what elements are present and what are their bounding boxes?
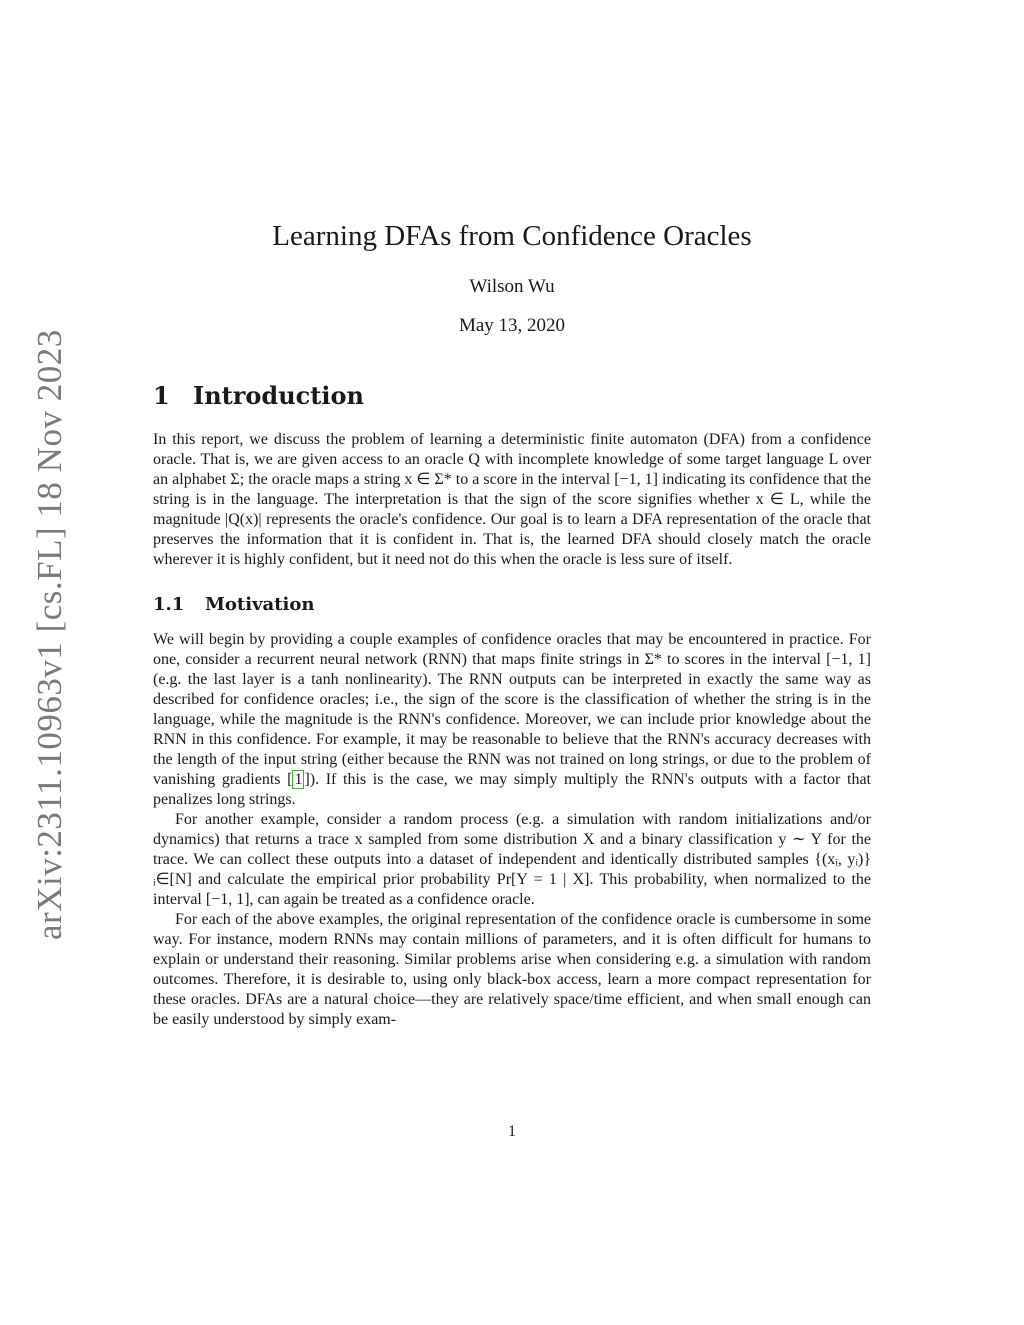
motivation-text-before-cite: We will begin by providing a couple examples of confidence oracles that may be encountered in practice. For one, consider a recurrent neural network (RNN) that maps finite strings in Σ* to scores in the interval [−1, 1] (e.g. the last layer is a tanh nonlinearity). The RNN outputs can be interpreted in exactly the same way as described for confidence oracles; i.e., the sign of the score is the classification of whether the string is in the language, while the magnitude is the RNN's confidence. Moreover, we can include prior knowledge about the RNN in this confidence. For example, it may be reasonable to believe that the RNN's accuracy decreases with the length of the input string (either because the RNN was not trained on long strings, or due to the problem of vanishing gradients [ <box>153 631 871 788</box>
section-number: 1 <box>153 381 170 410</box>
page-number: 1 <box>508 1123 516 1140</box>
subsection-heading <box>153 592 871 618</box>
intro-paragraph: In this report, we discuss the problem of learning a deterministic finite automaton (DFA) from a confidence oracle. That is, we are given access to an oracle Q with incomplete knowledge of some target language L over an alphabet Σ; the oracle maps a string x ∈ Σ* to a score in the interval [−1, 1] indicating its confidence that the string is in the language. The interpretation is that the sign of the score signifies whether x ∈ L, while the magnitude |Q(x)| represents the oracle's confidence. Our goal is to learn a DFA representation of the oracle that preserves the information that it is confident in. That is, the learned DFA should closely match the oracle wherever it is highly confident, but it need not do this when the oracle is less sure of itself. <box>153 431 871 568</box>
section-title: Introduction <box>193 381 364 410</box>
motivation-paragraph-3: For each of the above examples, the original representation of the confidence oracle is cumbersome in some way. For instance, modern RNNs may contain millions of parameters, and it is often difficult for humans to explain or understand their reasoning. Similar problems arise when considering e.g. a simulation with random outcomes. Therefore, it is desirable to, using only black-box access, learn a more compact representation for these oracles. DFAs are a natural choice—they are relatively space/time efficient, and when small enough can be easily understood by simply exam- <box>153 911 871 1028</box>
paper-title: Learning DFAs from Confidence Oracles <box>272 220 752 252</box>
motivation-paragraph-2: For another example, consider a random process (e.g. a simulation with random initializations and/or dynamics) that returns a trace x sampled from some distribution X and a binary classification y ∼ Y for the trace. We can collect these outputs into a dataset of independent and identically distributed samples {(xᵢ, yᵢ)}ᵢ∈[N] and calculate the empirical prior probability Pr[Y = 1 | X]. This probability, when normalized to the interval [−1, 1], can again be treated as a confidence oracle. <box>153 811 871 908</box>
paper-date: May 13, 2020 <box>458 315 566 336</box>
citation-link[interactable]: 1 <box>294 771 303 788</box>
subsection-title: Motivation <box>205 594 315 615</box>
section-heading <box>153 380 871 412</box>
motivation-text-after-cite: ]). If this is the case, we may simply multiply the RNN's outputs with a factor that penalizes long strings. <box>153 771 871 808</box>
arxiv-sidebar-stamp: arXiv:2311.10963v1 [cs.FL] 18 Nov 2023 <box>30 329 69 940</box>
subsection-number: 1.1 <box>153 594 185 615</box>
paper-author: Wilson Wu <box>469 276 555 297</box>
motivation-paragraph-1 <box>153 630 871 810</box>
paper-body <box>153 380 871 1030</box>
